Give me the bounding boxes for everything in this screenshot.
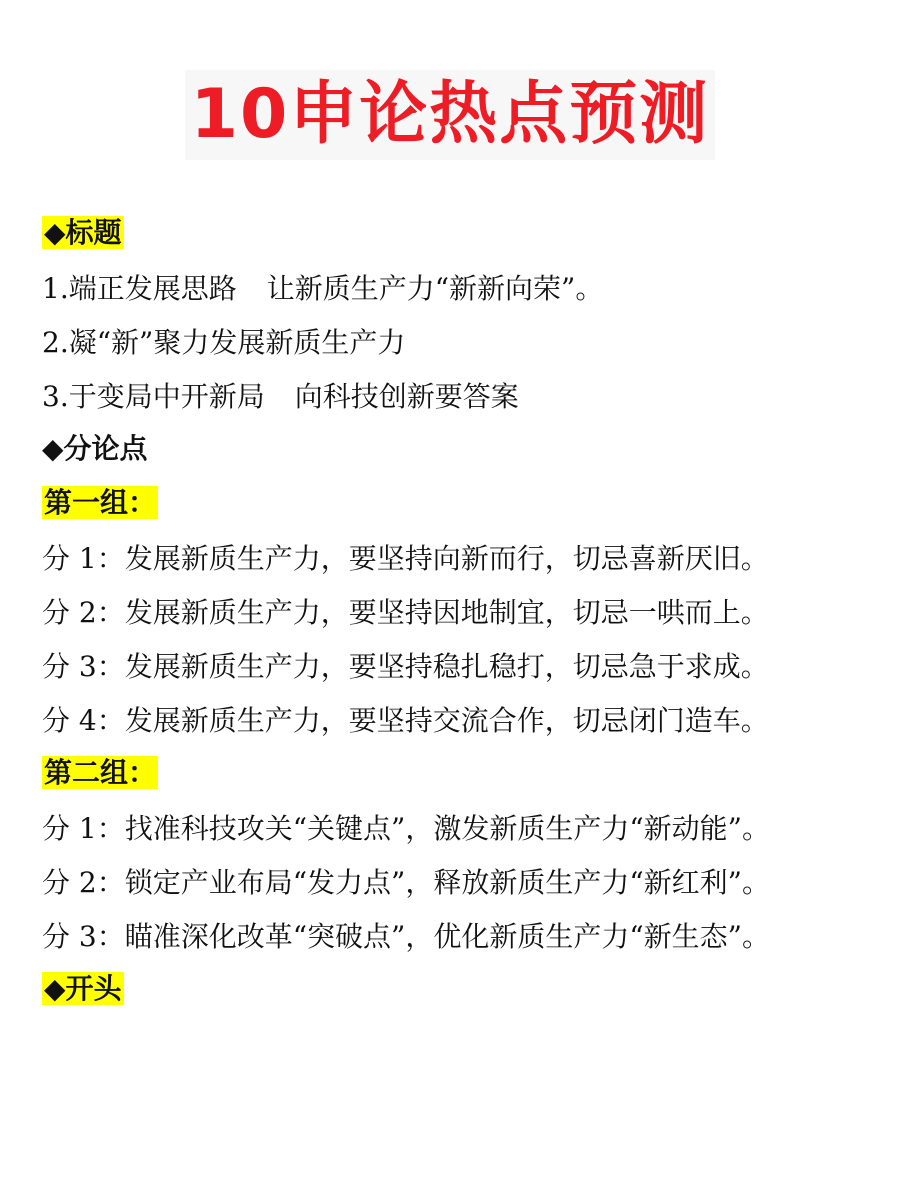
group-1-item-4: 分 4：发展新质生产力，要坚持交流合作，切忌闭门造车。 (42, 704, 769, 737)
title-item-3-right: 向科技创新要答案 (294, 380, 519, 413)
group-1-item-1: 分 1：发展新质生产力，要坚持向新而行，切忌喜新厌旧。 (42, 542, 769, 575)
title-item-2-left: 2.凝“新”聚力发展新质生产力 (42, 326, 406, 359)
group-1-label (42, 478, 887, 532)
title-item-1-left: 1.端正发展思路 (42, 272, 237, 305)
section-heading-opening (42, 964, 887, 1018)
group-1-item-3: 分 3：发展新质生产力，要坚持稳扎稳打，切忌急于求成。 (42, 650, 769, 683)
heading-points-text: ◆分论点 (42, 432, 148, 465)
title-item-1 (42, 262, 887, 316)
content (42, 208, 887, 1018)
group-1-label-text: 第一组： (44, 486, 157, 519)
title-item-2 (42, 316, 887, 370)
section-heading-points (42, 424, 887, 478)
heading-opening-text: ◆开头 (44, 972, 122, 1005)
group-2-label (42, 748, 887, 802)
page-title: 10申论热点预测 (185, 70, 716, 160)
group-2-item-3: 分 3：瞄准深化改革“突破点”，优化新质生产力“新生态”。 (42, 920, 770, 953)
heading-titles-text: ◆标题 (44, 216, 122, 249)
group-1-item-2: 分 2：发展新质生产力，要坚持因地制宜，切忌一哄而上。 (42, 596, 769, 629)
group-2-item-2: 分 2：锁定产业布局“发力点”，释放新质生产力“新红利”。 (42, 866, 770, 899)
section-heading-titles (42, 208, 887, 262)
group-2-item-1: 分 1：找准科技攻关“关键点”，激发新质生产力“新动能”。 (42, 812, 770, 845)
group-2-label-text: 第二组： (44, 756, 157, 789)
title-item-1-right: 让新质生产力“新新向荣”。 (266, 272, 604, 305)
title-wrap (0, 70, 900, 160)
title-item-3 (42, 370, 887, 424)
title-item-3-left: 3.于变局中开新局 (42, 380, 265, 413)
